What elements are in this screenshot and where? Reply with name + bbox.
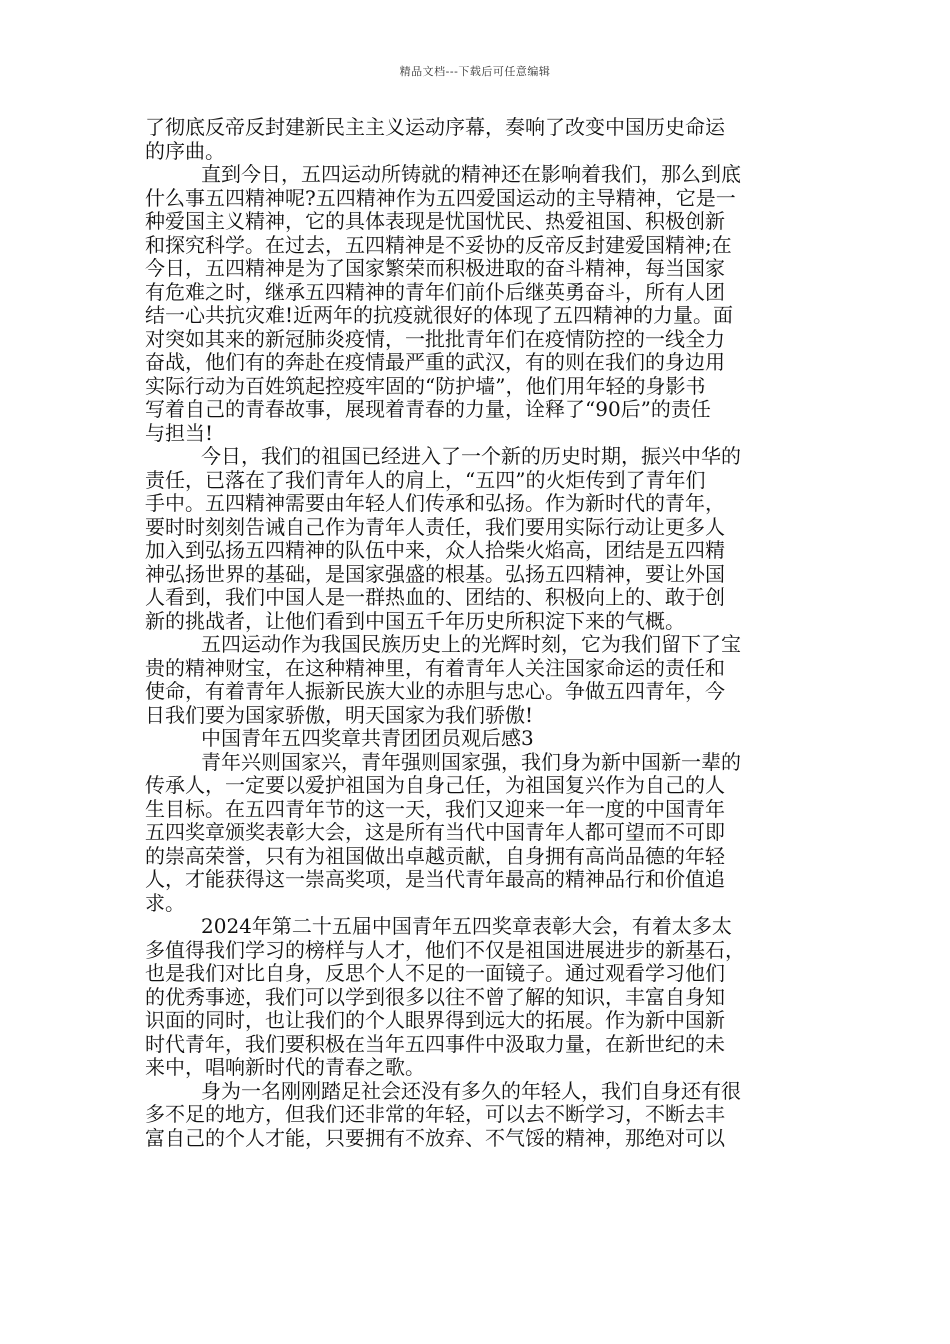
text-line: 时代青年，我们要积极在当年五四事件中汲取力量，在新世纪的未 — [145, 1032, 725, 1056]
text-line: 五四奖章颁奖表彰大会，这是所有当代中国青年人都可望而不可即 — [145, 821, 725, 844]
page-header: 精品文档---下载后可任意编辑 — [399, 65, 551, 78]
text-line: 使命，有着青年人振新民族大业的赤胆与忠心。争做五四青年，今 — [145, 680, 725, 703]
text-line: 了彻底反帝反封建新民主主义运动序幕，奏响了改变中国历史命运 — [145, 116, 725, 139]
text-line: 奋战，他们有的奔赴在疫情最严重的武汉，有的则在我们的身边用 — [145, 351, 725, 374]
text-line: 青年兴则国家兴，青年强则国家强，我们身为新中国新一辈的 — [201, 750, 741, 774]
text-line: 中国青年五四奖章共青团团员观后感3 — [201, 727, 534, 750]
text-line: 求。 — [145, 891, 185, 915]
text-line: 结一心共抗灾难!近两年的抗疫就很好的体现了五四精神的力量。面 — [145, 304, 734, 327]
text-line: 加入到弘扬五四精神的队伍中来，众人拾柴火焰高，团结是五四精 — [145, 539, 725, 562]
text-line: 的序曲。 — [145, 139, 225, 163]
text-line: 和探究科学。在过去，五四精神是不妥协的反帝反封建爱国精神;在 — [145, 233, 732, 257]
text-line: 身为一名刚刚踏足社会还没有多久的年轻人，我们自身还有很 — [201, 1079, 741, 1103]
text-line: 富自己的个人才能，只要拥有不放弃、不气馁的精神，那绝对可以 — [145, 1126, 725, 1150]
text-line: 神弘扬世界的基础，是国家强盛的根基。弘扬五四精神，要让外国 — [145, 562, 725, 586]
text-line: 直到今日，五四运动所铸就的精神还在影响着我们，那么到底 — [201, 163, 741, 186]
text-line: 多不足的地方，但我们还非常的年轻，可以去不断学习，不断去丰 — [145, 1103, 725, 1126]
text-line: 与担当! — [145, 421, 214, 445]
text-line: 种爱国主义精神，它的具体表现是忧国忧民、热爱祖国、积极创新 — [145, 210, 725, 233]
text-line: 手中。五四精神需要由年轻人们传承和弘扬。作为新时代的青年， — [145, 492, 725, 515]
text-line: 对突如其来的新冠肺炎疫情，一批批青年们在疫情防控的一线全力 — [145, 327, 725, 351]
document-body — [145, 116, 807, 1150]
text-line: 来中，唱响新时代的青春之歌。 — [145, 1056, 425, 1079]
text-line: 也是我们对比自身，反思个人不足的一面镜子。通过观看学习他们 — [145, 962, 725, 985]
text-line: 的崇高荣誉，只有为祖国做出卓越贡献，自身拥有高尚品德的年轻 — [145, 844, 725, 868]
text-line: 生目标。在五四青年节的这一天，我们又迎来一年一度的中国青年 — [145, 797, 725, 821]
text-line: 传承人，一定要以爱护祖国为自身己任，为祖国复兴作为自己的人 — [145, 774, 725, 797]
text-line: 新的挑战者，让他们看到中国五千年历史所积淀下来的气概。 — [145, 609, 685, 633]
text-line: 人，才能获得这一崇高奖项，是当代青年最高的精神品行和价值追 — [145, 868, 725, 891]
text-line: 要时时刻刻告诫自己作为青年人责任，我们要用实际行动让更多人 — [145, 515, 725, 539]
text-line: 识面的同时，也让我们的个人眼界得到远大的拓展。作为新中国新 — [145, 1009, 725, 1032]
text-line: 今日，我们的祖国已经进入了一个新的历史时期，振兴中华的 — [201, 445, 741, 468]
text-line: 2024年第二十五届中国青年五四奖章表彰大会，有着太多太 — [201, 915, 732, 938]
text-line: 什么事五四精神呢?五四精神作为五四爱国运动的主导精神，它是一 — [145, 186, 736, 210]
text-line: 写着自己的青春故事，展现着青春的力量，诠释了“90后”的责任 — [145, 398, 711, 421]
text-line: 今日，五四精神是为了国家繁荣而积极进取的奋斗精神，每当国家 — [145, 257, 725, 280]
text-line: 责任，已落在了我们青年人的肩上，“五四”的火炬传到了青年们 — [145, 468, 706, 492]
text-line: 的优秀事迹，我们可以学到很多以往不曾了解的知识，丰富自身知 — [145, 985, 725, 1009]
text-line: 多值得我们学习的榜样与人才，他们不仅是祖国进展进步的新基石， — [145, 938, 745, 962]
text-line: 日我们要为国家骄傲，明天国家为我们骄傲! — [145, 703, 534, 727]
text-line: 人看到，我们中国人是一群热血的、团结的、积极向上的、敢于创 — [145, 586, 725, 609]
text-line: 实际行动为百姓筑起控疫牢固的“防护墙”，他们用年轻的身影书 — [145, 374, 706, 398]
text-line: 有危难之时，继承五四精神的青年们前仆后继英勇奋斗，所有人团 — [145, 280, 725, 304]
text-line: 贵的精神财宝，在这种精神里，有着青年人关注国家命运的责任和 — [145, 656, 725, 680]
text-line: 五四运动作为我国民族历史上的光辉时刻，它为我们留下了宝 — [201, 633, 741, 656]
